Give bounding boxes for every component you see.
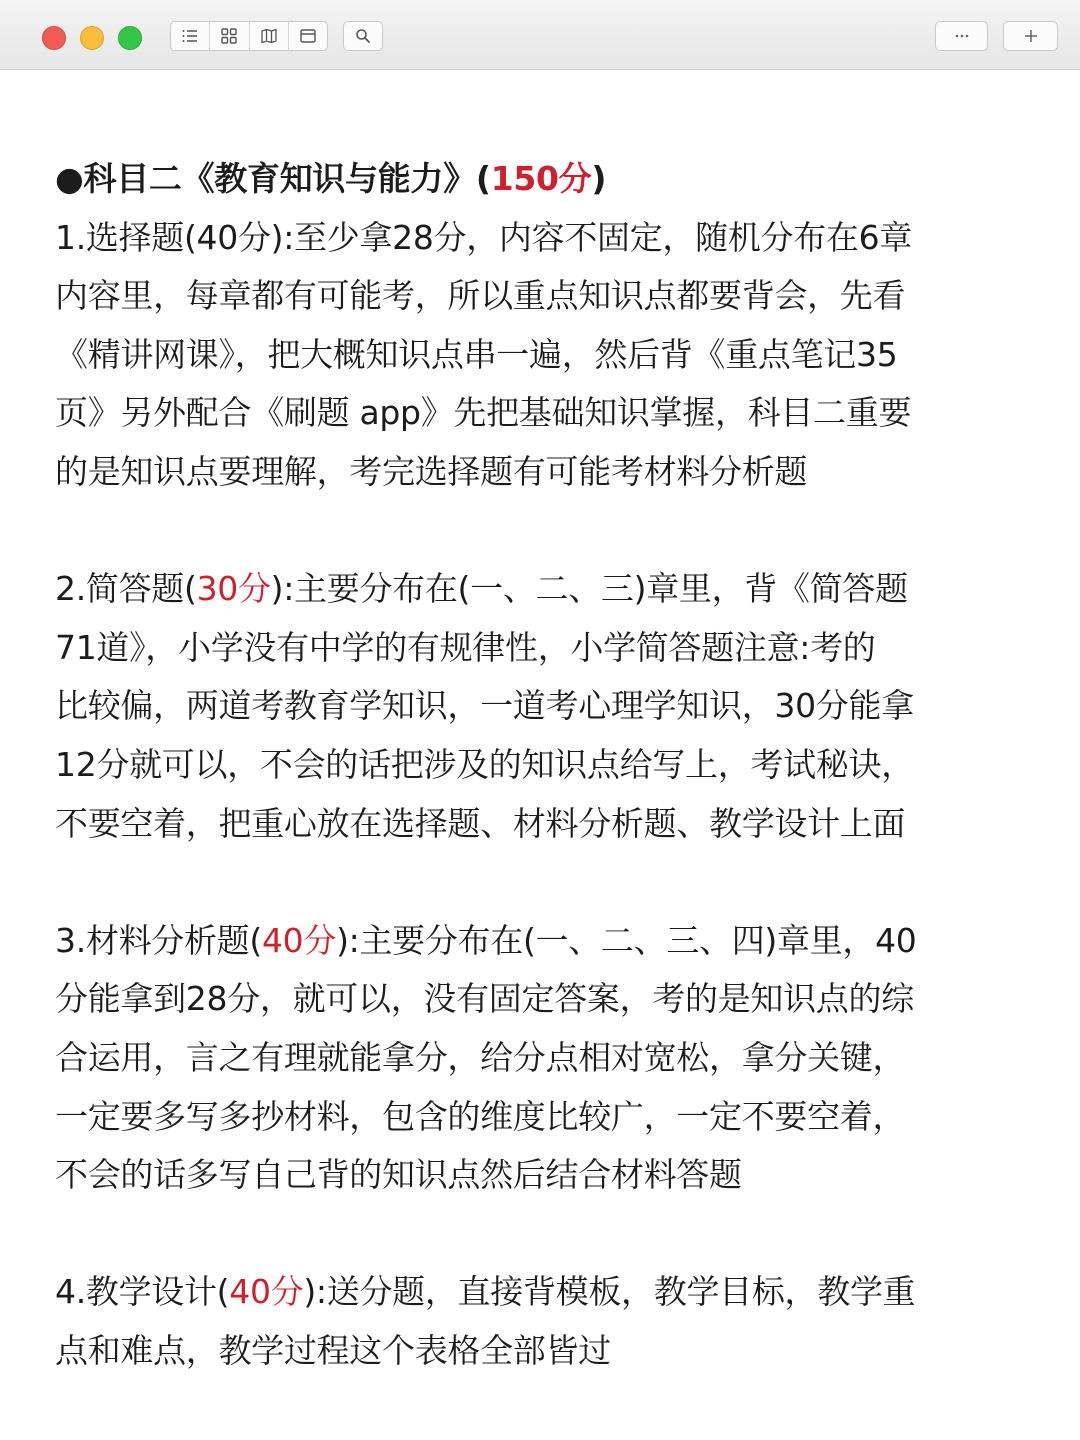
paragraph-line: 页》另外配合《刷题 app》先把基础知识掌握，科目二重要: [55, 393, 912, 433]
grid-view-button[interactable]: [210, 22, 249, 50]
paragraph-line: 不会的话多写自己背的知识点然后结合材料答题: [55, 1155, 742, 1195]
list-icon: [181, 27, 199, 45]
line-suffix: ):送分题，直接背模板，教学目标，教学重: [303, 1272, 916, 1312]
paragraph-line: 71道》，小学没有中学的有规律性，小学简答题注意:考的: [55, 627, 876, 667]
score-highlight: 30分: [196, 569, 271, 609]
paragraph-line: 一定要多写多抄材料，包含的维度比较广，一定不要空着，: [55, 1096, 906, 1136]
line-suffix: ):主要分布在(一、二、三)章里，背《简答题: [270, 569, 908, 609]
paragraph-line: 合运用，言之有理就能拿分，给分点相对宽松，拿分关键，: [55, 1037, 906, 1077]
sidebar-icon: [299, 27, 317, 45]
paragraph-line: 比较偏，两道考教育学知识，一道考心理学知识，30分能拿: [55, 686, 914, 726]
map-view-button[interactable]: [250, 22, 289, 50]
paragraph-line: 分能拿到28分，就可以，没有固定答案，考的是知识点的综: [55, 979, 914, 1019]
zoom-window-button[interactable]: [118, 26, 142, 50]
search-icon: [354, 27, 372, 45]
paragraph-line: 1.选择题(40分):至少拿28分，内容不固定，随机分布在6章: [55, 217, 913, 257]
paragraph-line: 《精讲网课》，把大概知识点串一遍，然后背《重点笔记35: [55, 334, 898, 374]
paragraph-gap: [55, 502, 995, 561]
close-window-button[interactable]: [42, 26, 66, 50]
view-mode-segmented-control: [170, 21, 328, 51]
score-highlight: 40分: [229, 1272, 304, 1312]
line-prefix: 4.教学设计(: [55, 1272, 230, 1312]
paragraph-line: 点和难点，教学过程这个表格全部皆过: [55, 1330, 611, 1370]
section-teaching-design: [55, 1263, 995, 1380]
paragraph-line: 不要空着，把重心放在选择题、材料分析题、教学设计上面: [55, 803, 906, 843]
more-icon: [953, 27, 971, 45]
paragraph-first-line: [55, 1263, 995, 1322]
add-icon: [1022, 27, 1040, 45]
heading-prefix: ●科目二《教育知识与能力》(: [55, 159, 491, 198]
line-suffix: ):主要分布在(一、二、三、四)章里，40: [336, 920, 917, 960]
heading-score: 150分: [490, 159, 592, 198]
line-prefix: 3.材料分析题(: [55, 920, 262, 960]
list-view-button[interactable]: [171, 22, 210, 50]
more-button[interactable]: [935, 21, 988, 51]
paragraph-line: 内容里，每章都有可能考，所以重点知识点都要背会，先看: [55, 276, 906, 316]
heading-line: [55, 150, 995, 209]
add-button[interactable]: [1003, 21, 1058, 51]
section-multiple-choice: [55, 209, 995, 502]
paragraph-first-line: [55, 560, 995, 619]
score-highlight: 40分: [261, 920, 337, 960]
paragraph-first-line: [55, 912, 995, 971]
section-short-answer: [55, 560, 995, 853]
section-material-analysis: [55, 912, 995, 1205]
paragraph-gap: [55, 1205, 995, 1264]
search-button[interactable]: [343, 21, 383, 51]
minimize-window-button[interactable]: [80, 26, 104, 50]
map-icon: [260, 27, 278, 45]
paragraph-gap: [55, 853, 995, 912]
note-content: [55, 150, 995, 1380]
paragraph-line: 的是知识点要理解，考完选择题有可能考材料分析题: [55, 451, 808, 491]
window-toolbar: [0, 0, 1080, 70]
line-prefix: 2.简答题(: [55, 569, 197, 609]
paragraph-line: 12分就可以，不会的话把涉及的知识点给写上，考试秘诀，: [55, 744, 914, 784]
grid-icon: [220, 27, 238, 45]
heading-suffix: ): [591, 159, 607, 198]
sidebar-view-button[interactable]: [289, 22, 327, 50]
